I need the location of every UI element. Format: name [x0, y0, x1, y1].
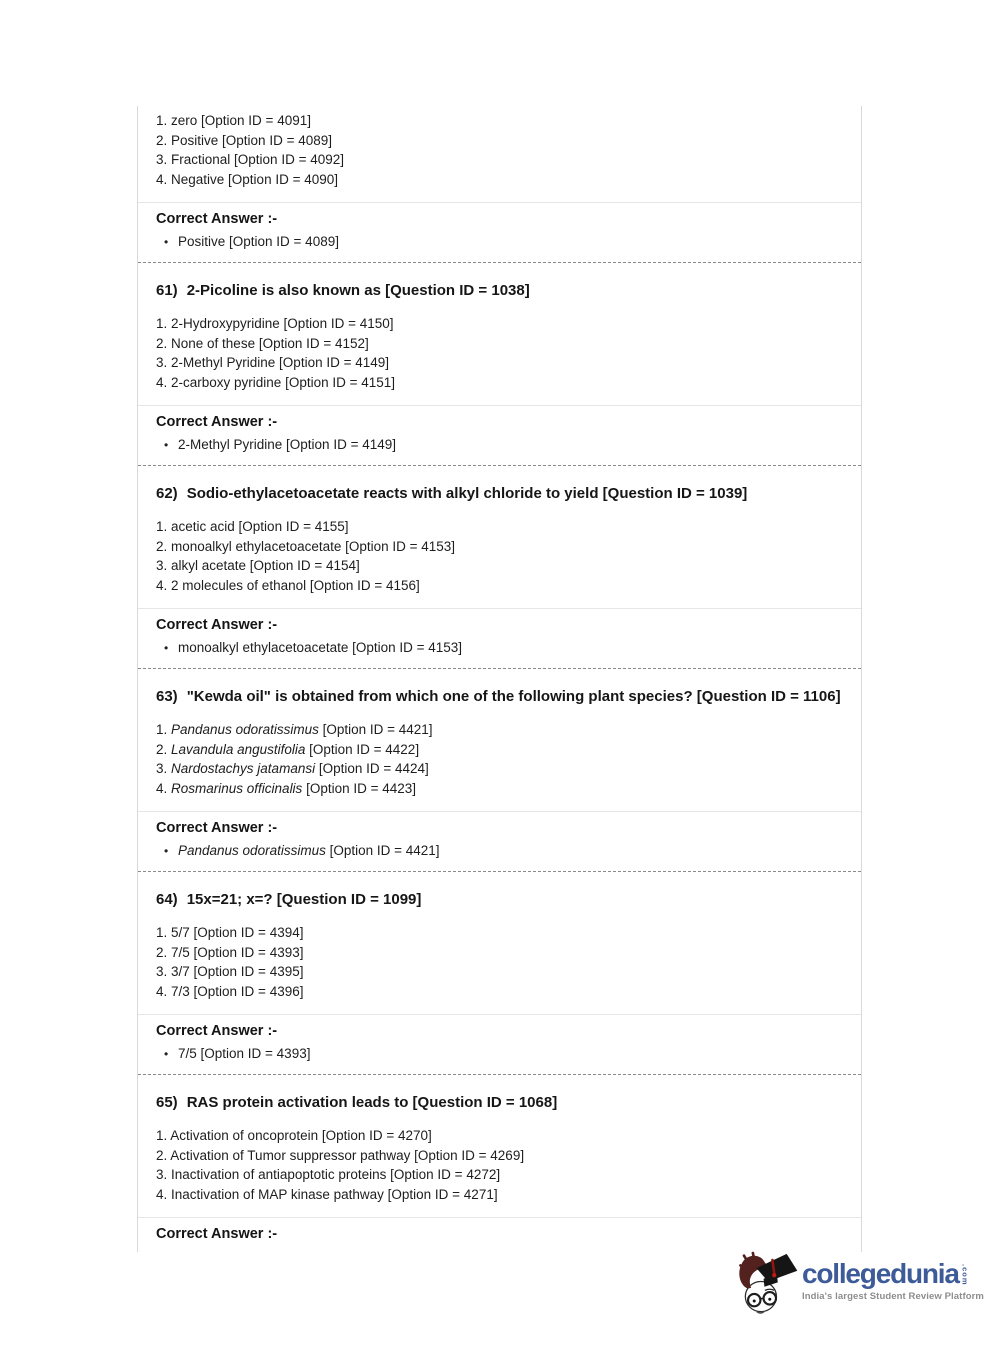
question-title: RAS protein activation leads to [Question ID = 1068]: [186, 1094, 558, 1111]
option-number: 2.: [156, 1147, 171, 1163]
option-number: 2.: [156, 538, 172, 554]
option-number: 2.: [156, 741, 172, 757]
bullet-icon: •: [164, 640, 169, 655]
answer-section: [138, 203, 861, 252]
dashed-divider: [138, 871, 861, 872]
question-title: 15x=21; x=? [Question ID = 1099]: [186, 891, 422, 908]
brand-name: collegedunia: [802, 1258, 959, 1289]
option-text: [Option ID = 4423]: [302, 780, 417, 796]
bullet-icon: •: [164, 437, 169, 452]
question-block-64: [138, 890, 861, 1075]
option-number: 3.: [156, 152, 172, 167]
question-title: Sodio-ethylacetoacetate reacts with alkyl chloride to yield [Question ID = 1039]: [186, 485, 748, 502]
option-line: [156, 1126, 843, 1146]
dashed-divider: [138, 668, 861, 669]
option-species: Rosmarinus officinalis: [171, 780, 303, 796]
option-line: [156, 982, 843, 1002]
option-line: [156, 517, 843, 537]
option-species: Nardostachys jatamansi: [171, 761, 316, 776]
option-text: None of these [Option ID = 4152]: [171, 335, 369, 351]
option-line: [156, 1146, 843, 1166]
option-text: 2-Methyl Pyridine [Option ID = 4149]: [171, 355, 389, 370]
answer-label: Correct Answer :-: [156, 1226, 278, 1242]
options-list: [156, 1126, 843, 1204]
collegedunia-mascot-icon: [736, 1247, 800, 1323]
options-list: [156, 314, 843, 392]
answer-text: Positive [Option ID = 4089]: [178, 233, 339, 249]
answer-text: [Option ID = 4421]: [325, 842, 440, 858]
question-block-65: [138, 1093, 861, 1245]
option-text: 2 molecules of ethanol [Option ID = 4156]: [171, 577, 420, 593]
option-number: 3.: [156, 761, 172, 776]
answer-text: monoalkyl ethylacetoacetate [Option ID = 4153]: [178, 639, 463, 655]
options-list: [156, 720, 843, 798]
option-line: [156, 720, 843, 740]
option-text: zero [Option ID = 4091]: [171, 113, 311, 128]
option-text: Fractional [Option ID = 4092]: [171, 152, 344, 167]
options-list: [156, 517, 843, 595]
brand-tld: .com: [960, 1264, 970, 1286]
option-number: 4.: [156, 374, 172, 390]
question-number: 62): [156, 485, 178, 502]
option-line: [156, 962, 843, 982]
answer-species: Pandanus odoratissimus: [178, 842, 326, 858]
option-text: 5/7 [Option ID = 4394]: [171, 925, 304, 940]
answer-section: [138, 609, 861, 658]
option-line: [156, 740, 843, 760]
option-number: 4.: [156, 171, 172, 187]
option-line: [156, 1165, 843, 1185]
option-number: 3.: [156, 558, 172, 573]
option-number: 3.: [156, 964, 172, 979]
option-line: [156, 170, 843, 190]
option-number: 3.: [156, 1167, 172, 1182]
option-number: 2.: [156, 132, 172, 148]
option-line: [156, 1185, 843, 1205]
question-number: 65): [156, 1094, 178, 1111]
content-frame: [137, 106, 862, 1252]
option-text: 7/3 [Option ID = 4396]: [171, 983, 304, 999]
option-line: [156, 150, 843, 170]
options-list: [156, 923, 843, 1001]
answer-text: 7/5 [Option ID = 4393]: [178, 1045, 311, 1061]
dashed-divider: [138, 262, 861, 263]
dashed-divider: [138, 1074, 861, 1075]
option-number: 1.: [156, 316, 172, 331]
answer-line: [156, 1044, 843, 1065]
option-text: [Option ID = 4424]: [315, 761, 429, 776]
option-species: Pandanus odoratissimus: [171, 722, 319, 737]
options-list: [156, 111, 843, 189]
option-line: [156, 556, 843, 576]
option-line: [156, 943, 843, 963]
option-number: 4.: [156, 983, 172, 999]
bullet-icon: •: [164, 234, 169, 249]
option-number: 3.: [156, 355, 172, 370]
answer-label: Correct Answer :-: [156, 617, 278, 633]
answer-section: [138, 406, 861, 455]
collegedunia-logo: [736, 1247, 984, 1323]
option-line: [156, 923, 843, 943]
option-line: [156, 334, 843, 354]
answer-label: Correct Answer :-: [156, 820, 278, 836]
option-number: 1.: [156, 1128, 171, 1143]
option-text: [Option ID = 4421]: [318, 722, 433, 737]
brand-tagline: India's largest Student Review Platform: [802, 1291, 984, 1302]
answer-text: 2-Methyl Pyridine [Option ID = 4149]: [178, 436, 396, 452]
option-line: [156, 759, 843, 779]
option-text: 2-Hydroxypyridine [Option ID = 4150]: [171, 316, 394, 331]
option-line: [156, 537, 843, 557]
option-number: 2.: [156, 335, 172, 351]
answer-label: Correct Answer :-: [156, 1023, 278, 1039]
option-line: [156, 779, 843, 799]
question-block-62: [138, 484, 861, 669]
option-text: 2-carboxy pyridine [Option ID = 4151]: [171, 374, 396, 390]
answer-line: [156, 232, 843, 253]
answer-label: Correct Answer :-: [156, 211, 278, 227]
option-number: 4.: [156, 577, 172, 593]
question-heading: [156, 281, 843, 301]
option-line: [156, 131, 843, 151]
answer-line: [156, 841, 843, 862]
question-heading: [156, 1093, 843, 1113]
option-number: 1.: [156, 722, 172, 737]
option-text: acetic acid [Option ID = 4155]: [171, 519, 349, 534]
option-text: Inactivation of antiapoptotic proteins [Option ID = 4272]: [171, 1167, 501, 1182]
option-line: [156, 314, 843, 334]
question-heading: [156, 890, 843, 910]
question-heading: [156, 484, 843, 504]
option-line: [156, 111, 843, 131]
answer-line: [156, 435, 843, 456]
option-text: 3/7 [Option ID = 4395]: [171, 964, 304, 979]
option-number: 1.: [156, 113, 172, 128]
option-text: 7/5 [Option ID = 4393]: [171, 944, 304, 960]
brand-text-column: [802, 1247, 984, 1302]
bullet-icon: •: [164, 843, 169, 858]
option-number: 1.: [156, 519, 172, 534]
question-block-61: [138, 281, 861, 466]
option-text: Negative [Option ID = 4090]: [171, 171, 338, 187]
question-number: 61): [156, 282, 178, 299]
option-line: [156, 353, 843, 373]
option-text: monoalkyl ethylacetoacetate [Option ID = 4153]: [171, 538, 456, 554]
option-text: Activation of oncoprotein [Option ID = 4270]: [170, 1128, 432, 1143]
question-title: "Kewda oil" is obtained from which one of the following plant species? [Question ID = 1106]: [186, 688, 841, 705]
question-title: 2-Picoline is also known as [Question ID = 1038]: [186, 282, 530, 299]
answer-section: [138, 1015, 861, 1064]
option-text: Inactivation of MAP kinase pathway [Option ID = 4271]: [171, 1186, 498, 1202]
question-heading: [156, 687, 843, 707]
answer-label: Correct Answer :-: [156, 414, 278, 430]
answer-section: [138, 812, 861, 861]
answer-line: [156, 638, 843, 659]
question-number: 63): [156, 688, 178, 705]
question-block-partial: [138, 111, 861, 263]
option-line: [156, 373, 843, 393]
bullet-icon: •: [164, 1046, 169, 1061]
answer-section: [138, 1218, 861, 1245]
dashed-divider: [138, 465, 861, 466]
option-text: [Option ID = 4422]: [305, 741, 420, 757]
option-text: Positive [Option ID = 4089]: [171, 132, 332, 148]
question-block-63: [138, 687, 861, 872]
option-line: [156, 576, 843, 596]
option-species: Lavandula angustifolia: [171, 741, 306, 757]
option-number: 2.: [156, 944, 172, 960]
question-number: 64): [156, 891, 178, 908]
option-number: 1.: [156, 925, 172, 940]
option-text: alkyl acetate [Option ID = 4154]: [171, 558, 360, 573]
option-text: Activation of Tumor suppressor pathway [Option ID = 4269]: [170, 1147, 525, 1163]
option-number: 4.: [156, 1186, 172, 1202]
option-number: 4.: [156, 780, 172, 796]
